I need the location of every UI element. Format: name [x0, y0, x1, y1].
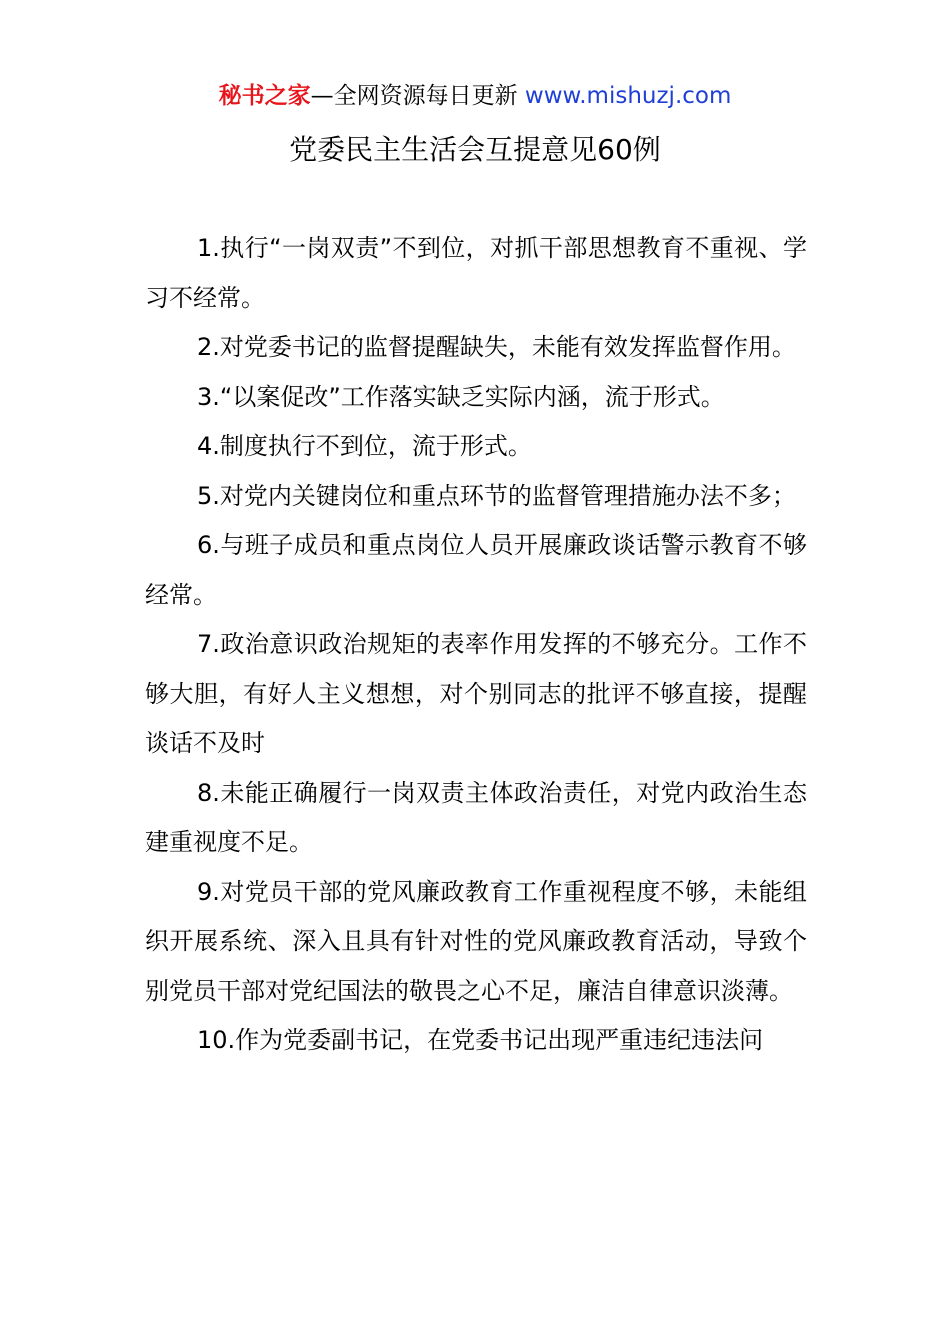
list-item: 7.政治意识政治规矩的表率作用发挥的不够充分。工作不够大胆，有好人主义想想，对个别同志的批评不够直接，提醒谈话不及时: [145, 630, 807, 757]
site-header: [0, 80, 950, 112]
site-url-link[interactable]: www.mishuzj.com: [524, 83, 732, 109]
list-item: 6.与班子成员和重点岗位人员开展廉政谈话警示教育不够经常。: [145, 531, 807, 609]
tagline: —全网资源每日更新: [310, 83, 525, 109]
list-item: 5.对党内关键岗位和重点环节的监督管理措施办法不多；: [197, 481, 796, 510]
list-item: 2.对党委书记的监督提醒缺失，未能有效发挥监督作用。: [197, 333, 796, 361]
brand-name: 秘书之家: [218, 83, 311, 109]
list-item: 8.未能正确履行一岗双责主体政治责任，对党内政治生态建重视度不足。: [145, 778, 807, 856]
document-body: [145, 224, 807, 1066]
list-item: 9.对党员干部的党风廉政教育工作重视程度不够，未能组织开展系统、深入且具有针对性的党风廉政教育活动，导致个别党员干部对党纪国法的敬畏之心不足，廉洁自律意识淡薄。: [145, 877, 807, 1005]
list-item: 10.作为党委副书记，在党委书记出现严重违纪违法问: [197, 1026, 764, 1054]
list-item: 3.“以案促改”工作落实缺乏实际内涵，流于形式。: [197, 382, 725, 411]
document-title: 党委民主生活会互提意见60例: [289, 133, 661, 166]
list-item: 1.执行“一岗双责”不到位，对抓干部思想教育不重视、学习不经常。: [145, 234, 807, 312]
list-item: 4.制度执行不到位，流于形式。: [197, 432, 532, 460]
